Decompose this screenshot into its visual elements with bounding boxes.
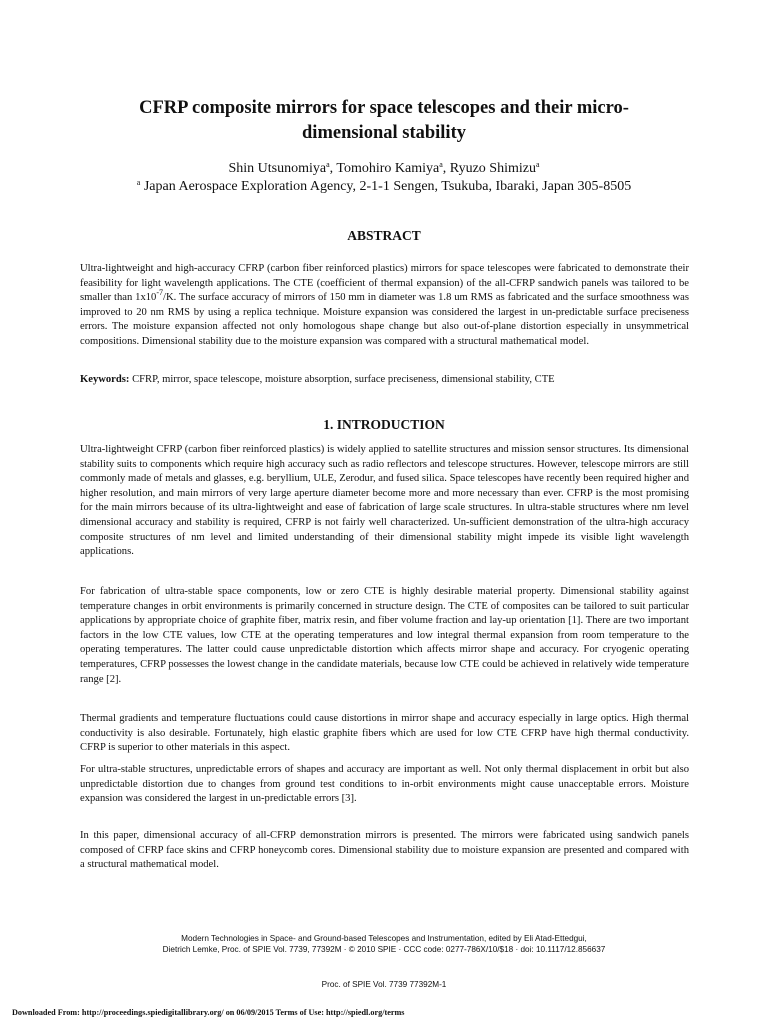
intro-paragraph-1: Ultra-lightweight CFRP (carbon fiber reinforced plastics) is widely applied to satellite structures and mission sensor structures. Its dimensional stability suits to components which require high accuracy such as radio reflectors and telescope structures. However, telescope mirrors are still commonly made of metals and glasses, e.g. beryllium, ULE, Zerodur, and fused silica. Space telescopes have recently been required higher and higher resolution, and main mirrors of very large aperture diameter become more and more necessary than ever. CFRP is the most promising for the main mirrors because of its ultra-lightweight and ease of fabrication of large scale structures. In ultra-stable structures where nm level dimensional accuracy and stability is required, CFRP is not fairly well characterized. Un-sufficient demonstration of the ultra-high accuracy composite structures of nm level and limited understanding of their dimensional stability might impede its visible light wavelength applications. <box>80 444 689 558</box>
keywords-text: CFRP, mirror, space telescope, moisture absorption, surface preciseness, dimensional stability, CTE <box>129 374 555 385</box>
author-list <box>80 160 688 178</box>
affiliation <box>80 178 688 196</box>
footer-line-2: Dietrich Lemke, Proc. of SPIE Vol. 7739, 77392M · © 2010 SPIE · CCC code: 0277-786X/10/$18 · doi: 10.1117/12.856637 <box>162 945 606 954</box>
author-separator: , <box>329 161 337 176</box>
author-3: Ryuzo Shimizu <box>449 161 536 176</box>
download-notice: Downloaded From: http://proceedings.spiedigitallibrary.org/ on 06/09/2015 Terms of Use: http://spiedl.org/terms <box>12 1008 405 1017</box>
author-2-affil-mark: a <box>439 160 443 169</box>
intro-paragraph-5: In this paper, dimensional accuracy of all-CFRP demonstration mirrors is presented. The mirrors were fabricated using sandwich panels composed of CFRP face skins and CFRP honeycomb cores. Dimensional stability due to moisture expansion are presented and compared with a structural mathematical model. <box>80 830 689 871</box>
page-footer: Proc. of SPIE Vol. 7739 77392M-1 <box>321 980 447 989</box>
title-line-2: dimensional stability <box>302 123 466 143</box>
author-1: Shin Utsunomiya <box>228 161 327 176</box>
intro-paragraph-3: Thermal gradients and temperature fluctuations could cause distortions in mirror shape and accuracy especially in large optics. High thermal conductivity is also desirable. Fortunately, high elastic graphite fibers which are used for low CTE CFRP have high thermal conductivity. CFRP is superior to other materials in this aspect. <box>80 713 689 754</box>
author-3-affil-mark: a <box>535 160 540 169</box>
author-1-affil-mark: a <box>326 160 330 169</box>
abstract-text-a: Ultra-lightweight and high-accuracy CFRP (carbon fiber reinforced plastics) mirrors for space telescopes were fabricated to demonstrate their feasibility for light wavelength applications. The CTE (coefficient of thermal expansion) of the all-CFRP sandwich panels was tailored to be smaller than 1x10 <box>80 263 689 304</box>
abstract-body <box>80 262 689 350</box>
intro-paragraph-4: For ultra-stable structures, unpredictable errors of shapes and accuracy are important as well. Not only thermal displacement in orbit but also unpredictable distortion due to changes from ground test conditions to in-orbit environments might cause unacceptable errors. Moisture expansion was considered the largest in un-predictable errors [3]. <box>80 764 689 805</box>
paper-title <box>110 96 658 146</box>
publication-footer <box>60 933 708 955</box>
abstract-heading: ABSTRACT <box>347 228 421 243</box>
title-line-1: CFRP composite mirrors for space telescopes and their micro- <box>139 98 629 118</box>
intro-paragraph-2: For fabrication of ultra-stable space components, low or zero CTE is highly desirable material property. Dimensional stability against temperature changes in orbit environments is primarily concerned in structure design. The CTE of composites can be tailored to suit particular applications by appropriate choice of graphite fiber, matrix resin, and fiber volume fraction and lay-up orientation [1]. There are two important factors in the low CTE values, low CTE at the operating temperatures and low integral thermal expansion from room temperature to the operating temperatures. The latter could cause unpredictable distortion which affects mirror shape and accuracy. For cryogenic operating temperatures, CFRP possesses the lowest change in the candidate materials, because low CTE could be achieved in relatively wide temperature range [2]. <box>80 586 689 685</box>
abstract-exponent: -7 <box>156 288 164 298</box>
affiliation-mark: a <box>136 178 141 187</box>
footer-line-1: Modern Technologies in Space- and Ground-based Telescopes and Instrumentation, edited by Eli Atad-Ettedgui, <box>181 934 587 943</box>
abstract-text-b: /K. The surface accuracy of mirrors of 150 mm in diameter was 1.8 um RMS as fabricated and the surface smoothness was improved to 20 nm RMS by using a replica technique. Moisture expansion was considered the largest in un-predictable surface preciseness errors. The moisture expansion affected not only homologous shape change but also out-of-plane distortion especially in unsymmetrical compositions. Dimensional stability due to the moisture expansion was compared with a structural mathematical model. <box>80 292 689 347</box>
keywords-label: Keywords: <box>80 374 130 385</box>
affiliation-text: Japan Aerospace Exploration Agency, 2-1-1 Sengen, Tsukuba, Ibaraki, Japan 305-8505 <box>140 179 632 194</box>
author-separator: , <box>442 161 450 176</box>
section-heading-introduction: 1. INTRODUCTION <box>323 417 445 432</box>
author-2: Tomohiro Kamiya <box>336 161 440 176</box>
keywords <box>80 373 689 388</box>
